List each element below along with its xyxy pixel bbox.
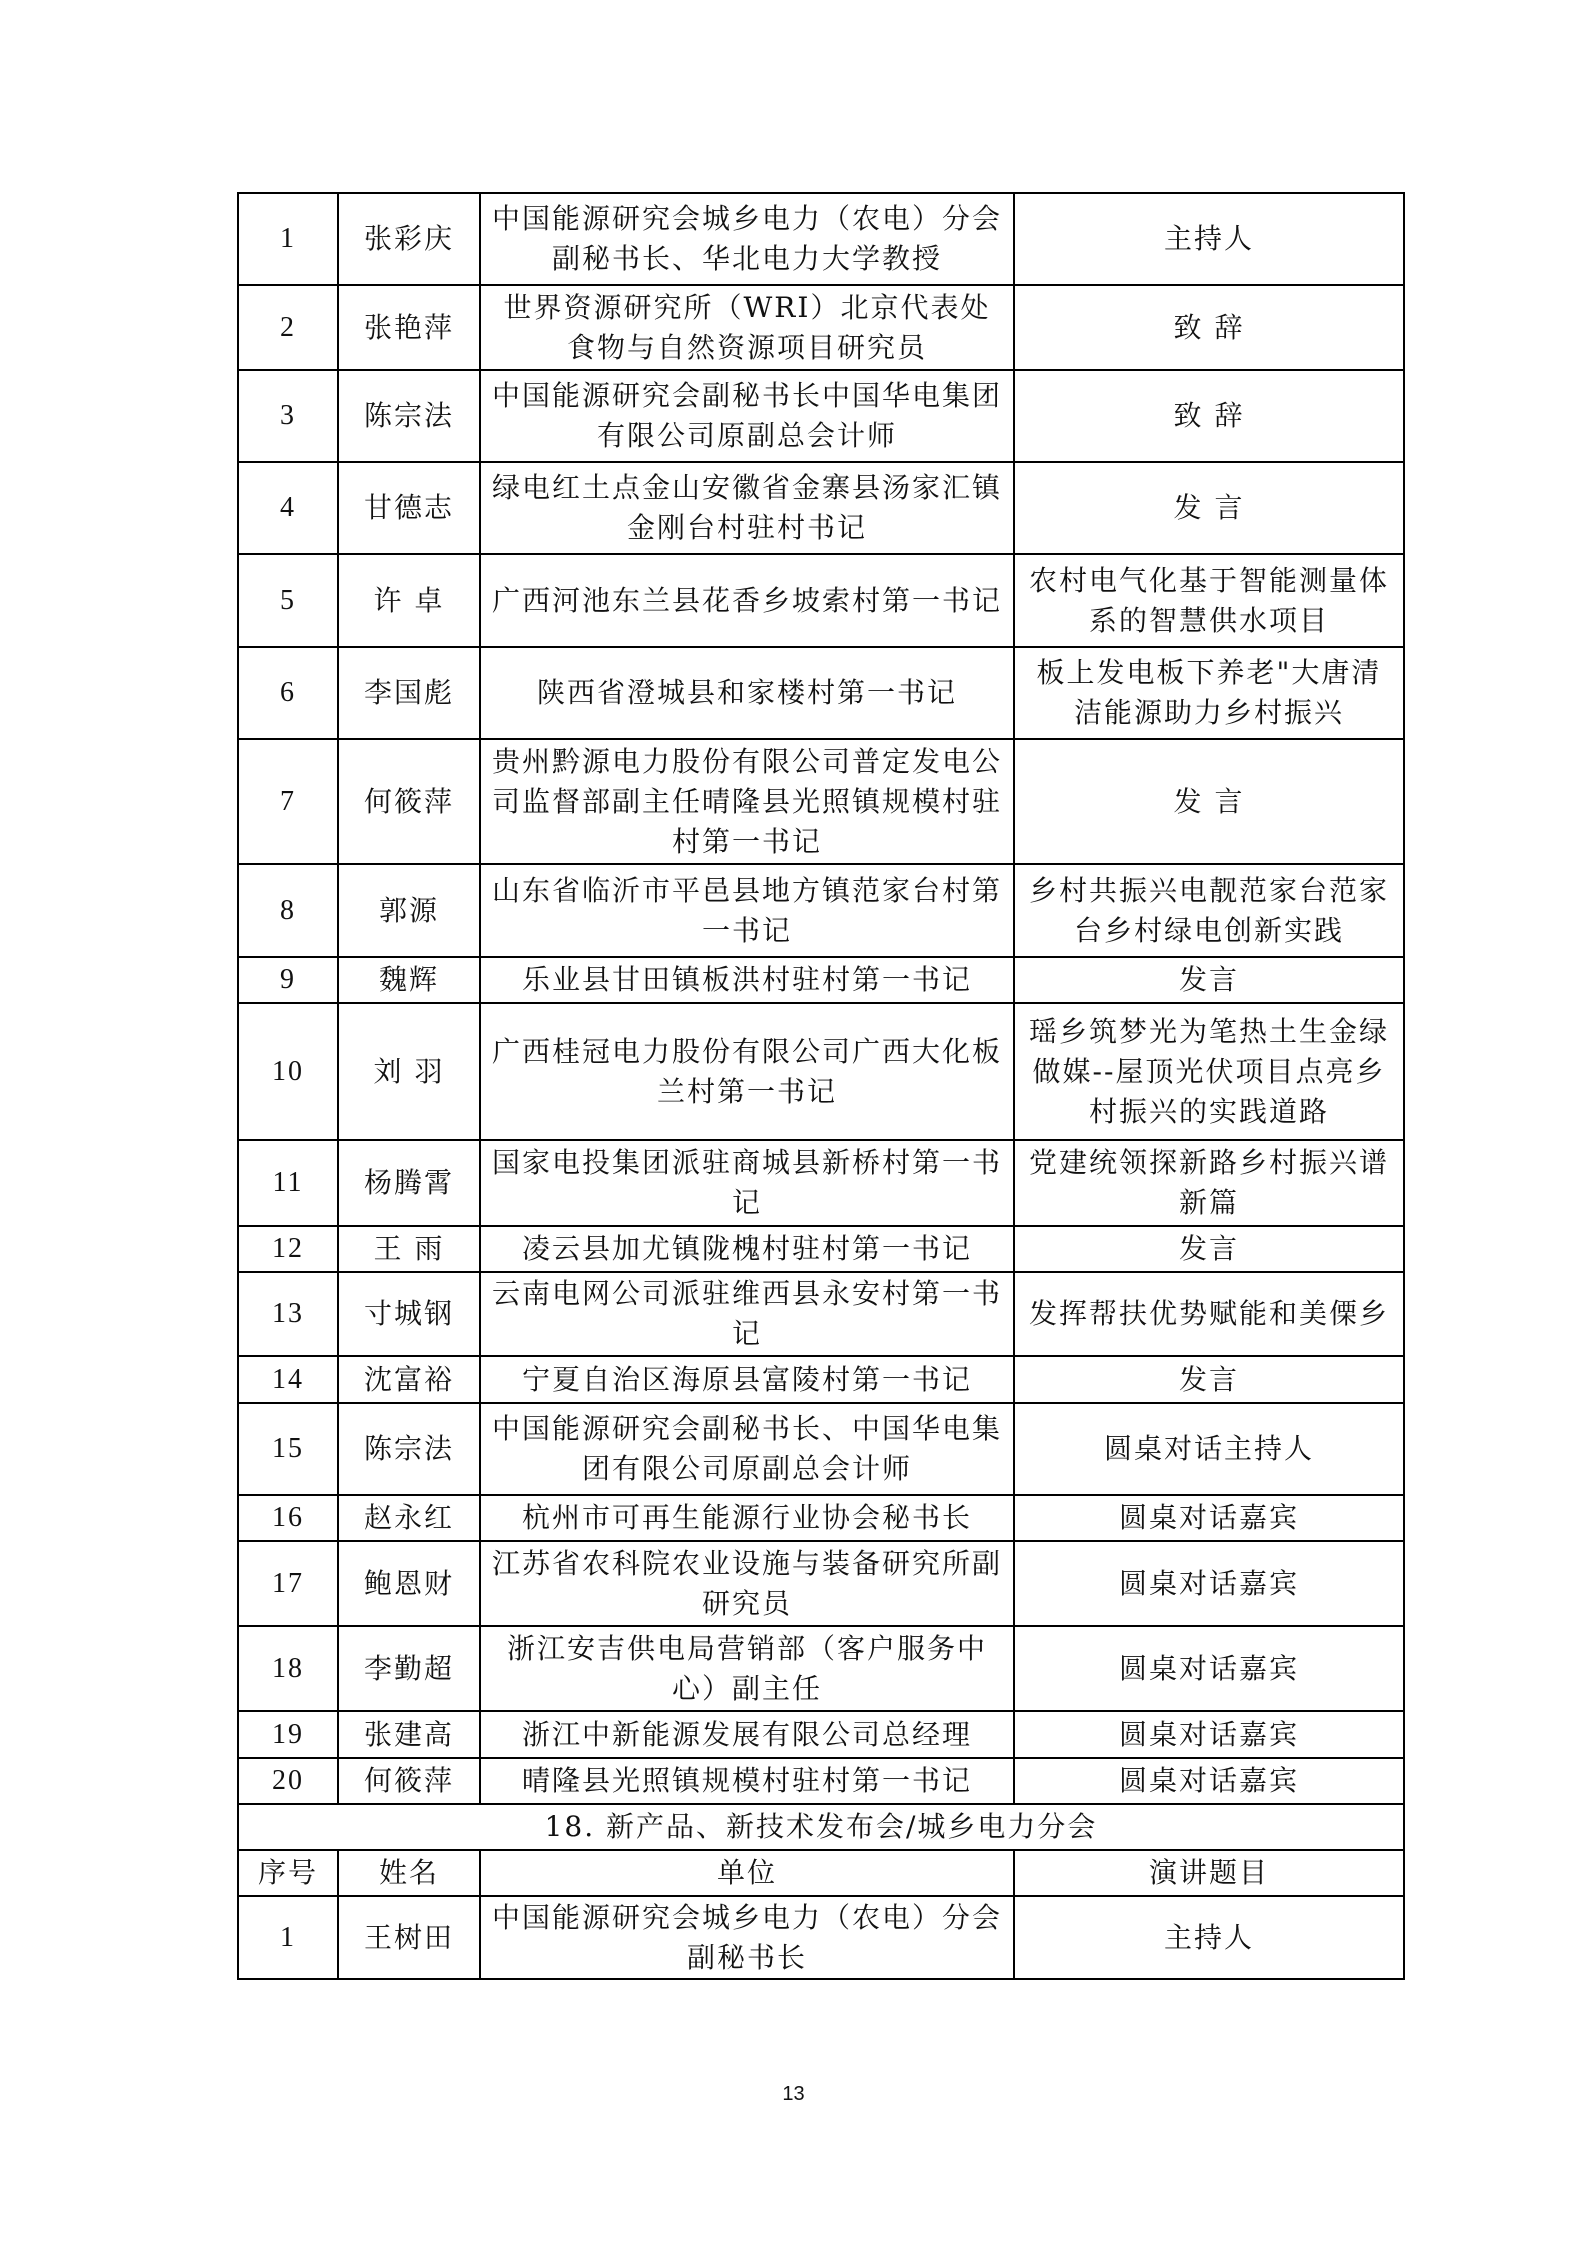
speaker-unit: 山东省临沂市平邑县地方镇范家台村第一书记 [480,864,1014,957]
speaker-unit: 国家电投集团派驻商城县新桥村第一书记 [480,1140,1014,1226]
speech-topic: 主持人 [1014,1896,1404,1979]
table-row [238,285,1404,370]
table-row [238,1758,1404,1804]
speaker-name: 赵永红 [338,1495,480,1541]
speaker-name: 沈富裕 [338,1356,480,1403]
speaker-unit: 广西桂冠电力股份有限公司广西大化板兰村第一书记 [480,1003,1014,1140]
table-row [238,1403,1404,1495]
speaker-unit: 中国能源研究会副秘书长、中国华电集团有限公司原副总会计师 [480,1403,1014,1495]
table-row [238,462,1404,554]
speaker-name: 甘德志 [338,462,480,554]
row-number: 18 [238,1626,338,1711]
row-number: 19 [238,1711,338,1758]
speaker-unit: 浙江安吉供电局营销部（客户服务中心）副主任 [480,1626,1014,1711]
speaker-unit: 陕西省澄城县和家楼村第一书记 [480,647,1014,739]
speaker-name: 陈宗法 [338,370,480,462]
speaker-unit: 绿电红土点金山安徽省金寨县汤家汇镇金刚台村驻村书记 [480,462,1014,554]
speaker-schedule-table [237,192,1405,1980]
speaker-unit: 中国能源研究会城乡电力（农电）分会副秘书长 [480,1896,1014,1979]
speaker-unit: 云南电网公司派驻维西县永安村第一书记 [480,1272,1014,1356]
speaker-name: 王 雨 [338,1226,480,1272]
speech-topic: 发 言 [1014,739,1404,864]
header-unit: 单位 [480,1850,1014,1896]
speech-topic: 发 言 [1014,462,1404,554]
speech-topic: 主持人 [1014,193,1404,285]
row-number: 8 [238,864,338,957]
row-number: 9 [238,957,338,1003]
speech-topic: 圆桌对话嘉宾 [1014,1495,1404,1541]
speaker-unit: 凌云县加尤镇陇槐村驻村第一书记 [480,1226,1014,1272]
table-row [238,193,1404,285]
table-row [238,864,1404,957]
speaker-name: 张艳萍 [338,285,480,370]
speaker-unit: 广西河池东兰县花香乡坡索村第一书记 [480,554,1014,647]
speech-topic: 农村电气化基于智能测量体系的智慧供水项目 [1014,554,1404,647]
row-number: 15 [238,1403,338,1495]
row-number: 17 [238,1541,338,1626]
row-number: 3 [238,370,338,462]
speaker-name: 张彩庆 [338,193,480,285]
speech-topic: 党建统领探新路乡村振兴谱新篇 [1014,1140,1404,1226]
table-row [238,1003,1404,1140]
speaker-name: 寸城钢 [338,1272,480,1356]
section-title-row [238,1804,1404,1850]
speech-topic: 圆桌对话嘉宾 [1014,1541,1404,1626]
table-row [238,957,1404,1003]
speaker-unit: 宁夏自治区海原县富陵村第一书记 [480,1356,1014,1403]
speaker-unit: 晴隆县光照镇规模村驻村第一书记 [480,1758,1014,1804]
row-number: 13 [238,1272,338,1356]
speech-topic: 板上发电板下养老"大唐清洁能源助力乡村振兴 [1014,647,1404,739]
table-row [238,1626,1404,1711]
table-row [238,1495,1404,1541]
speaker-unit: 江苏省农科院农业设施与装备研究所副研究员 [480,1541,1014,1626]
row-number: 20 [238,1758,338,1804]
row-number: 1 [238,193,338,285]
speaker-name: 许 卓 [338,554,480,647]
row-number: 14 [238,1356,338,1403]
row-number: 11 [238,1140,338,1226]
speech-topic: 发挥帮扶优势赋能和美傈乡 [1014,1272,1404,1356]
speaker-name: 杨腾霄 [338,1140,480,1226]
table-row [238,1711,1404,1758]
speaker-unit: 中国能源研究会副秘书长中国华电集团有限公司原副总会计师 [480,370,1014,462]
speaker-name: 刘 羽 [338,1003,480,1140]
row-number: 4 [238,462,338,554]
header-number: 序号 [238,1850,338,1896]
speech-topic: 发言 [1014,957,1404,1003]
table-header-row [238,1850,1404,1896]
table-row [238,370,1404,462]
header-name: 姓名 [338,1850,480,1896]
table-row [238,1140,1404,1226]
speaker-name: 陈宗法 [338,1403,480,1495]
speech-topic: 发言 [1014,1226,1404,1272]
speech-topic: 圆桌对话嘉宾 [1014,1626,1404,1711]
row-number: 12 [238,1226,338,1272]
speaker-name: 李国彪 [338,647,480,739]
speech-topic: 发言 [1014,1356,1404,1403]
speaker-name: 魏辉 [338,957,480,1003]
row-number: 6 [238,647,338,739]
speech-topic: 圆桌对话嘉宾 [1014,1758,1404,1804]
table-row [238,1226,1404,1272]
speech-topic: 圆桌对话主持人 [1014,1403,1404,1495]
table-row [238,554,1404,647]
row-number: 5 [238,554,338,647]
table-row [238,1272,1404,1356]
speaker-name: 何筱萍 [338,1758,480,1804]
speech-topic: 致 辞 [1014,370,1404,462]
speaker-name: 张建高 [338,1711,480,1758]
row-number: 1 [238,1896,338,1979]
speaker-name: 何筱萍 [338,739,480,864]
table-row [238,1541,1404,1626]
speaker-unit: 浙江中新能源发展有限公司总经理 [480,1711,1014,1758]
speech-topic: 瑶乡筑梦光为笔热土生金绿做媒--屋顶光伏项目点亮乡村振兴的实践道路 [1014,1003,1404,1140]
row-number: 7 [238,739,338,864]
table-row [238,1896,1404,1979]
speaker-name: 王树田 [338,1896,480,1979]
table-row [238,739,1404,864]
speaker-name: 鲍恩财 [338,1541,480,1626]
row-number: 10 [238,1003,338,1140]
speaker-unit: 贵州黔源电力股份有限公司普定发电公司监督部副主任晴隆县光照镇规模村驻村第一书记 [480,739,1014,864]
speaker-name: 郭源 [338,864,480,957]
table-row [238,647,1404,739]
speaker-unit: 乐业县甘田镇板洪村驻村第一书记 [480,957,1014,1003]
table-row [238,1356,1404,1403]
speech-topic: 致 辞 [1014,285,1404,370]
speech-topic: 圆桌对话嘉宾 [1014,1711,1404,1758]
row-number: 2 [238,285,338,370]
speaker-unit: 世界资源研究所（WRI）北京代表处食物与自然资源项目研究员 [480,285,1014,370]
row-number: 16 [238,1495,338,1541]
speaker-name: 李勤超 [338,1626,480,1711]
page-number: 13 [782,2083,805,2105]
section-title: 18. 新产品、新技术发布会/城乡电力分会 [238,1804,1404,1850]
speech-topic: 乡村共振兴电靓范家台范家台乡村绿电创新实践 [1014,864,1404,957]
speaker-unit: 杭州市可再生能源行业协会秘书长 [480,1495,1014,1541]
header-topic: 演讲题目 [1014,1850,1404,1896]
speaker-unit: 中国能源研究会城乡电力（农电）分会副秘书长、华北电力大学教授 [480,193,1014,285]
